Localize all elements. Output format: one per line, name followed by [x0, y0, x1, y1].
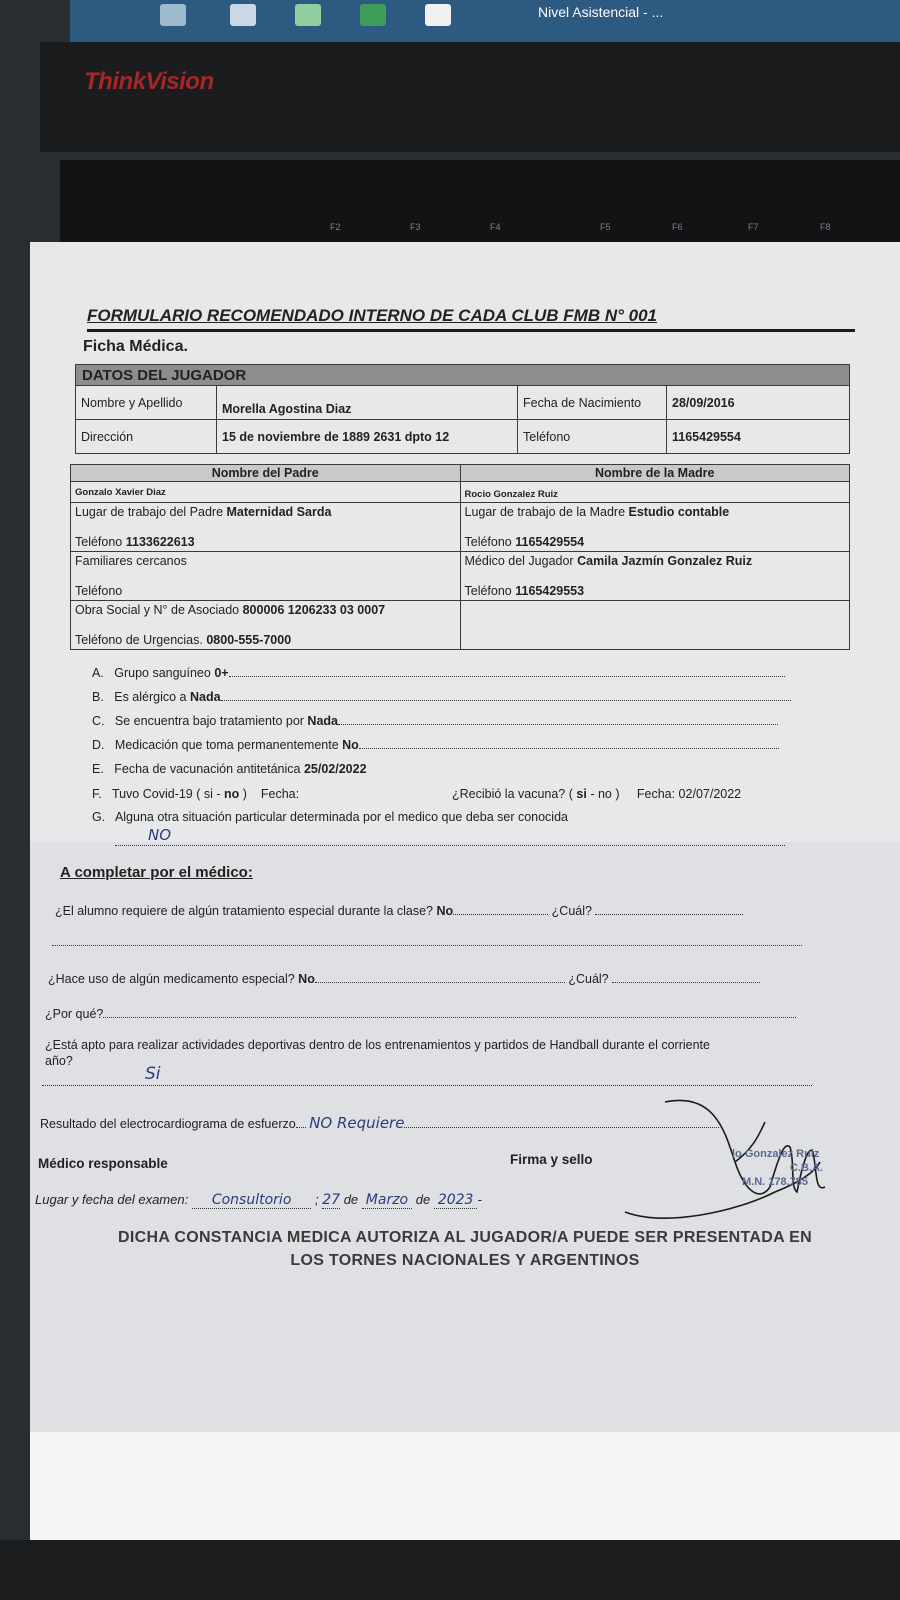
player-data-table: [75, 364, 850, 454]
doctor-phone-value[interactable]: 1165429553: [515, 584, 585, 598]
vaccine-date[interactable]: Fecha: 02/07/2022: [636, 787, 742, 801]
insurance-value[interactable]: 800006 1206233 03 0007: [242, 603, 386, 617]
name-label: Nombre y Apellido: [76, 386, 217, 420]
monitor-brand-logo: ThinkVision: [84, 68, 214, 95]
date-connector: de: [415, 1192, 431, 1207]
question-f: [92, 787, 299, 801]
other-situation-answer[interactable]: NO: [148, 826, 172, 844]
phone-value[interactable]: 1165429554: [667, 420, 850, 454]
question-text: ¿Hace uso de algún medicamento especial?: [48, 972, 295, 986]
header-divider: [87, 329, 855, 332]
question-letter: C.: [92, 714, 105, 728]
mother-header: Nombre de la Madre: [460, 465, 850, 482]
ecg-label: Resultado del electrocardiograma de esfuerzo: [40, 1117, 296, 1131]
fkey-label: F8: [820, 222, 831, 232]
desk-background: [0, 1540, 900, 1600]
doctor-q1: [55, 904, 743, 918]
doctor-label: Médico del Jugador: [464, 554, 574, 568]
relatives-phone-label: Teléfono: [75, 584, 123, 598]
empty-cell: [460, 601, 850, 650]
phone-label: Teléfono: [518, 420, 667, 454]
father-phone-label: Teléfono: [75, 535, 123, 549]
question-g: [92, 810, 568, 824]
section-title: DATOS DEL JUGADOR: [76, 365, 850, 386]
question-letter: A.: [92, 666, 104, 680]
question-d: [92, 738, 779, 752]
fkey-label: F4: [490, 222, 501, 232]
covid-date-label: Fecha:: [260, 787, 300, 801]
mother-phone-value[interactable]: 1165429554: [515, 535, 585, 549]
question-text: ¿El alumno requiere de algún tratamiento especial durante la clase?: [55, 904, 434, 918]
question-letter: G.: [92, 810, 106, 824]
app-icon[interactable]: [425, 4, 451, 26]
covid-answer[interactable]: no: [224, 787, 240, 801]
stamp-line: M.N. 178.785: [742, 1176, 809, 1188]
which-label: ¿Cuál?: [568, 972, 609, 986]
signature-label: Firma y sello: [510, 1152, 593, 1167]
treatment-value[interactable]: Nada: [307, 714, 338, 728]
exam-month[interactable]: Marzo: [362, 1192, 412, 1209]
exam-place-date-row: Lugar y fecha del examen: Consultorio ; 27 de Marzo de 2023 -: [35, 1192, 482, 1208]
stamp-line: C.B.A.: [790, 1162, 823, 1174]
father-work-label: Lugar de trabajo del Padre: [75, 505, 224, 519]
birth-label: Fecha de Nacimiento: [518, 386, 667, 420]
taskbar: [70, 0, 900, 42]
doctor-q3: [45, 1007, 796, 1021]
doctor-value[interactable]: Camila Jazmín Gonzalez Ruiz: [577, 554, 753, 568]
urgency-value[interactable]: 0800-555-7000: [206, 633, 292, 647]
monitor-bezel: [40, 42, 900, 152]
question-b: [92, 690, 791, 704]
date-connector: de: [343, 1192, 359, 1207]
fit-for-sport-answer[interactable]: Si: [145, 1064, 161, 1084]
question-a: [92, 666, 785, 680]
address-value[interactable]: 15 de noviembre de 1889 2631 dpto 12: [217, 420, 518, 454]
app-icon[interactable]: [360, 4, 386, 26]
medical-form-sheet: [30, 242, 900, 1542]
exam-place[interactable]: Consultorio: [192, 1192, 312, 1209]
mother-phone-label: Teléfono: [464, 535, 512, 549]
question-text: Se encuentra bajo tratamiento por: [114, 714, 304, 728]
parents-table: [70, 464, 850, 650]
question-text: Fecha de vacunación antitetánica: [114, 762, 301, 776]
exam-day[interactable]: 27: [322, 1192, 341, 1208]
special-treatment-answer[interactable]: No: [436, 904, 454, 918]
question-c: [92, 714, 778, 728]
allergy-value[interactable]: Nada: [189, 690, 221, 704]
fkey-label: F6: [672, 222, 683, 232]
father-name[interactable]: Gonzalo Xavier Diaz: [75, 487, 166, 498]
which-label: ¿Cuál?: [551, 904, 592, 918]
father-header: Nombre del Padre: [71, 465, 461, 482]
father-work-value[interactable]: Maternidad Sarda: [226, 505, 332, 519]
window-title[interactable]: Nivel Asistencial - ...: [538, 4, 664, 20]
birth-value[interactable]: 28/09/2016: [667, 386, 850, 420]
fkey-label: F2: [330, 222, 341, 232]
question-letter: E.: [92, 762, 104, 776]
doctor-phone-label: Teléfono: [464, 584, 512, 598]
doctor-section-title: A completar por el médico:: [60, 864, 253, 881]
mother-work-value[interactable]: Estudio contable: [628, 505, 730, 519]
question-text: Alguna otra situación particular determinada por el medico que deba ser conocida: [114, 810, 568, 824]
question-letter: F.: [92, 787, 102, 801]
vaccine-answer[interactable]: si: [576, 787, 587, 801]
question-text: ¿Recibió la vacuna? (: [452, 787, 573, 801]
medication-value[interactable]: No: [342, 738, 359, 752]
closing-statement-line1: DICHA CONSTANCIA MEDICA AUTORIZA AL JUGADOR/A PUEDE SER PRESENTADA EN: [118, 1229, 812, 1246]
doctor-q4-line1: ¿Está apto para realizar actividades deportivas dentro de los entrenamientos y partidos de Handball durante el corriente: [45, 1038, 710, 1052]
question-text: Tuvo Covid-19 ( si -: [111, 787, 221, 801]
fkey-label: F7: [748, 222, 759, 232]
fkey-label: F3: [410, 222, 421, 232]
app-icon[interactable]: [295, 4, 321, 26]
name-value[interactable]: Morella Agostina Diaz: [217, 386, 518, 420]
stamp-line: lo Gonzalez Ruiz: [732, 1148, 820, 1160]
form-header: FORMULARIO RECOMENDADO INTERNO DE CADA CLUB FMB N° 001: [87, 306, 658, 325]
fkey-label: F5: [600, 222, 611, 232]
question-letter: D.: [92, 738, 105, 752]
question-text: Grupo sanguíneo: [114, 666, 211, 680]
vaccine-question: [452, 787, 741, 801]
question-text: - no ): [590, 787, 620, 801]
question-e: [92, 762, 367, 776]
insurance-label: Obra Social y N° de Asociado: [75, 603, 240, 617]
question-text: Medicación que toma permanentemente: [114, 738, 339, 752]
urgency-label: Teléfono de Urgencias.: [75, 633, 203, 647]
tetanus-date-value[interactable]: 25/02/2022: [303, 762, 367, 776]
mother-name[interactable]: Rocio Gonzalez Ruiz: [464, 489, 558, 500]
app-icon[interactable]: [160, 4, 186, 26]
ecg-answer[interactable]: NO Requiere: [309, 1114, 405, 1132]
place-date-label: Lugar y fecha del examen:: [35, 1192, 189, 1207]
father-phone-value[interactable]: 1133622613: [125, 535, 195, 549]
question-text: Es alérgico a: [114, 690, 187, 704]
relatives-label: Familiares cercanos: [75, 554, 187, 568]
question-text: ): [242, 787, 247, 801]
closing-statement-line2: LOS TORNES NACIONALES Y ARGENTINOS: [290, 1252, 640, 1269]
question-letter: B.: [92, 690, 104, 704]
responsible-doctor-label: Médico responsable: [38, 1156, 168, 1171]
sheet-glare-region: [30, 1432, 900, 1542]
form-subtitle: Ficha Médica.: [83, 338, 188, 355]
exam-year[interactable]: 2023: [434, 1192, 478, 1209]
address-label: Dirección: [76, 420, 217, 454]
question-text: ¿Por qué?: [45, 1007, 104, 1021]
app-icon[interactable]: [230, 4, 256, 26]
doctor-q2: [48, 972, 760, 986]
mother-work-label: Lugar de trabajo de la Madre: [464, 505, 626, 519]
special-medication-answer[interactable]: No: [298, 972, 315, 986]
doctor-q4-line2: año?: [45, 1054, 73, 1068]
blood-group-value[interactable]: 0+: [214, 666, 229, 680]
